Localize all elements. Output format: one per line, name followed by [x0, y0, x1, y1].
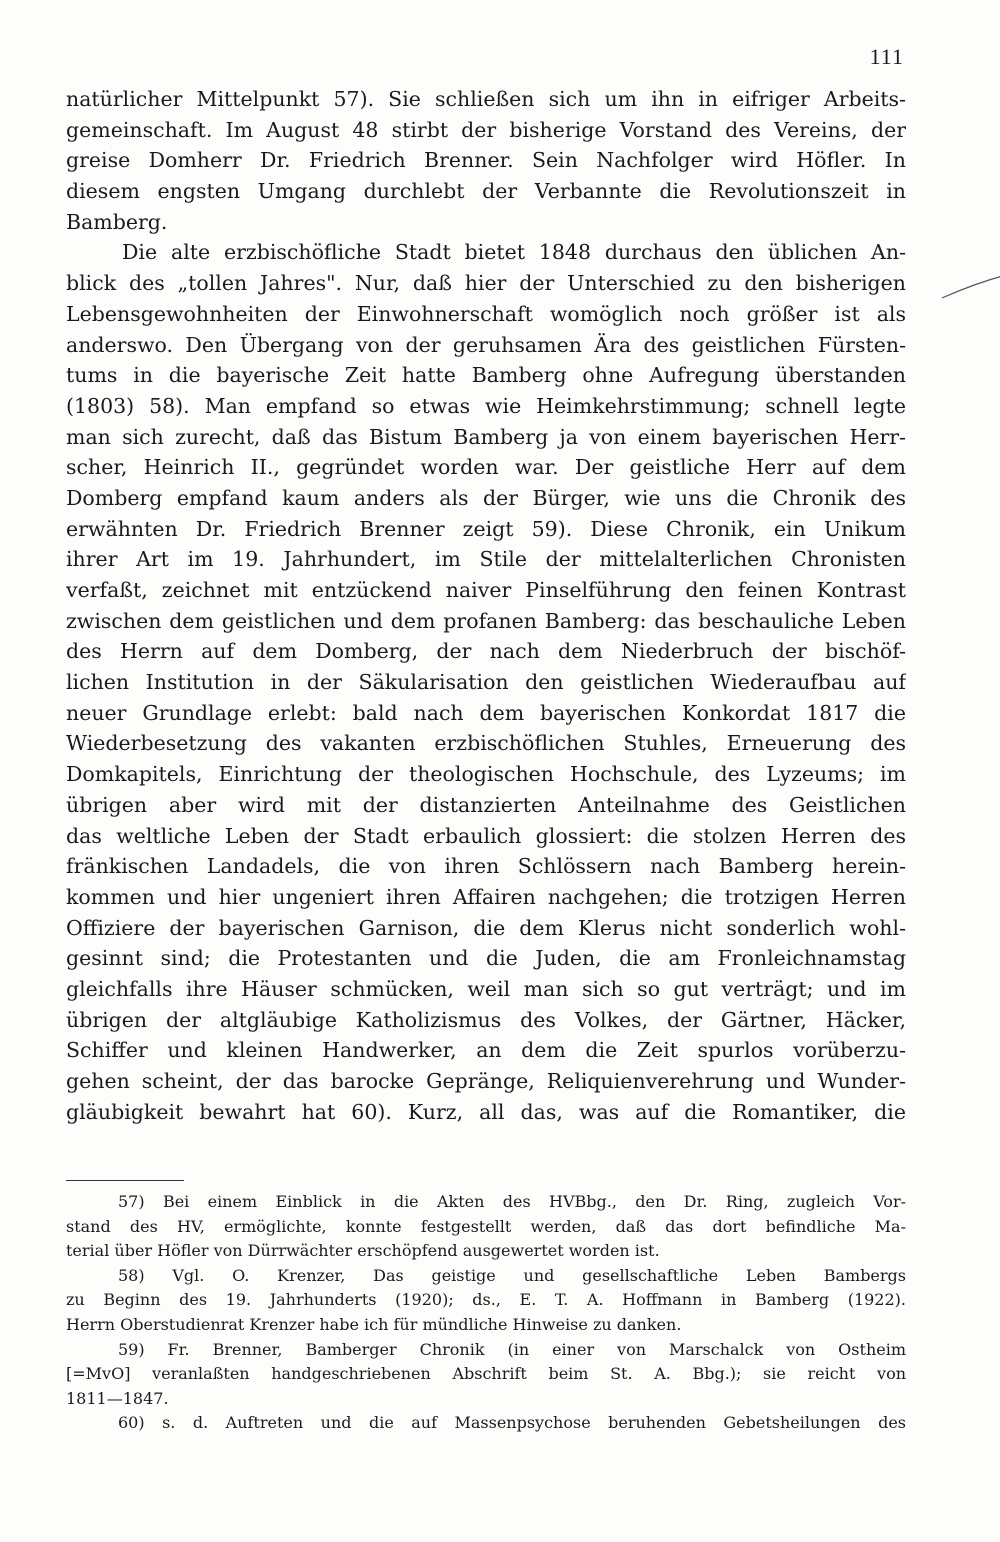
footnote-line: 59) Fr. Brenner, Bamberger Chronik (in einer von Marschalck von Ostheim	[118, 1339, 906, 1359]
text-line: tums in die bayerische Zeit hatte Bamberg ohne Aufregung überstanden	[66, 363, 906, 388]
text-line: verfaßt, zeichnet mit entzückend naiver Pinselführung den feinen Kontrast	[66, 578, 906, 602]
footnote-line: 57) Bei einem Einblick in die Akten des HVBbg., den Dr. Ring, zugleich Vor-	[118, 1192, 906, 1211]
text-line: neuer Grundlage erlebt: bald nach dem bayerischen Konkordat 1817 die	[66, 700, 906, 725]
text-line: Wiederbesetzung des vakanten erzbischöflichen Stuhles, Erneuerung des	[66, 731, 906, 756]
text-line: erwähnten Dr. Friedrich Brenner zeigt 59). Diese Chronik, ein Unikum	[66, 516, 906, 541]
text-line: Bamberg.	[66, 209, 168, 234]
footnote-line: stand des HV, ermöglichte, konnte festgestellt werden, daß das dort befindliche Ma-	[66, 1216, 906, 1236]
text-line: fränkischen Landadels, die von ihren Schlössern nach Bamberg herein-	[66, 854, 906, 879]
text-line: ihrer Art im 19. Jahrhundert, im Stile der mittelalterlichen Chronisten	[66, 547, 906, 572]
text-line: übrigen aber wird mit der distanzierten Anteilnahme des Geistlichen	[66, 792, 906, 817]
text-line: greise Domherr Dr. Friedrich Brenner. Sein Nachfolger wird Höfler. In	[66, 148, 906, 173]
body-text	[66, 84, 906, 1127]
footnote-57	[66, 1190, 906, 1264]
text-line: übrigen der altgläubige Katholizismus des Volkes, der Gärtner, Häcker,	[66, 1007, 906, 1032]
text-line: Domberg empfand kaum anders als der Bürger, wie uns die Chronik des	[66, 485, 906, 510]
footnote-60	[66, 1411, 906, 1436]
text-line: kommen und hier ungeniert ihren Affairen nachgehen; die trotzigen Herren	[66, 884, 906, 909]
text-line: lichen Institution in der Säkularisation den geistlichen Wiederaufbau auf	[66, 670, 906, 695]
footnote-line: terial über Höfler von Dürrwächter erschöpfend ausgewertet worden ist.	[66, 1241, 660, 1261]
footnote-line: [=MvO] veranlaßten handgeschriebenen Abschrift beim St. A. Bbg.); sie reicht von	[66, 1364, 906, 1384]
footnotes	[66, 1190, 906, 1436]
text-line: blick des „tollen Jahres". Nur, daß hier der Unterschied zu den bisherigen	[66, 271, 906, 296]
footnote-line: 60) s. d. Auftreten und die auf Massenpsychose beruhenden Gebetsheilungen des	[118, 1413, 906, 1433]
text-line: diesem engsten Umgang durchlebt der Verbannte die Revolutionszeit in	[66, 179, 906, 204]
text-line: gläubigkeit bewahrt hat 60). Kurz, all das, was auf die Romantiker, die	[66, 1099, 906, 1124]
text-line: Offiziere der bayerischen Garnison, die dem Klerus nicht sonderlich wohl-	[66, 915, 906, 940]
page-number: 111	[869, 44, 904, 69]
text-line: anderswo. Den Übergang von der geruhsamen Ära des geistlichen Fürsten-	[66, 332, 906, 357]
footnote-line: 1811—1847.	[66, 1388, 169, 1408]
pencil-mark-icon	[940, 272, 1000, 302]
text-line: man sich zurecht, daß das Bistum Bamberg ja von einem bayerischen Herr-	[66, 424, 906, 449]
footnote-58	[66, 1264, 906, 1338]
footnote-divider	[66, 1180, 184, 1181]
footnote-line: 58) Vgl. O. Krenzer, Das geistige und gesellschaftliche Leben Bambergs	[118, 1265, 906, 1285]
footnote-line: zu Beginn des 19. Jahrhunderts (1920); ds., E. T. A. Hoffmann in Bamberg (1922).	[66, 1290, 906, 1310]
text-line: Lebensgewohnheiten der Einwohnerschaft womöglich noch größer ist als	[66, 301, 906, 326]
text-line: natürlicher Mittelpunkt 57). Sie schließen sich um ihn in eifriger Arbeits-	[66, 87, 906, 111]
text-line: Domkapitels, Einrichtung der theologischen Hochschule, des Lyzeums; im	[66, 762, 906, 787]
footnote-59	[66, 1338, 906, 1412]
text-line: gleichfalls ihre Häuser schmücken, weil man sich so gut verträgt; und im	[66, 976, 906, 1001]
text-line: des Herrn auf dem Domberg, der nach dem Niederbruch der bischöf-	[66, 639, 906, 664]
text-line: (1803) 58). Man empfand so etwas wie Heimkehrstimmung; schnell legte	[66, 393, 906, 418]
text-line: Die alte erzbischöfliche Stadt bietet 1848 durchaus den üblichen An-	[122, 240, 906, 265]
footnote-line: Herrn Oberstudienrat Krenzer habe ich für mündliche Hinweise zu danken.	[66, 1314, 682, 1334]
text-line: gehen scheint, der das barocke Gepränge, Reliquienverehrung und Wunder-	[66, 1069, 906, 1093]
text-line: scher, Heinrich II., gegründet worden war. Der geistliche Herr auf dem	[66, 455, 906, 480]
text-line: zwischen dem geistlichen und dem profanen Bamberg: das beschauliche Leben	[66, 608, 906, 633]
text-line: Schiffer und kleinen Handwerker, an dem die Zeit spurlos vorüberzu-	[66, 1038, 906, 1063]
text-line: gesinnt sind; die Protestanten und die Juden, die am Fronleichnamstag	[66, 946, 906, 971]
text-line: gemeinschaft. Im August 48 stirbt der bisherige Vorstand des Vereins, der	[66, 117, 906, 142]
text-line: das weltliche Leben der Stadt erbaulich glossiert: die stolzen Herren des	[66, 823, 906, 848]
